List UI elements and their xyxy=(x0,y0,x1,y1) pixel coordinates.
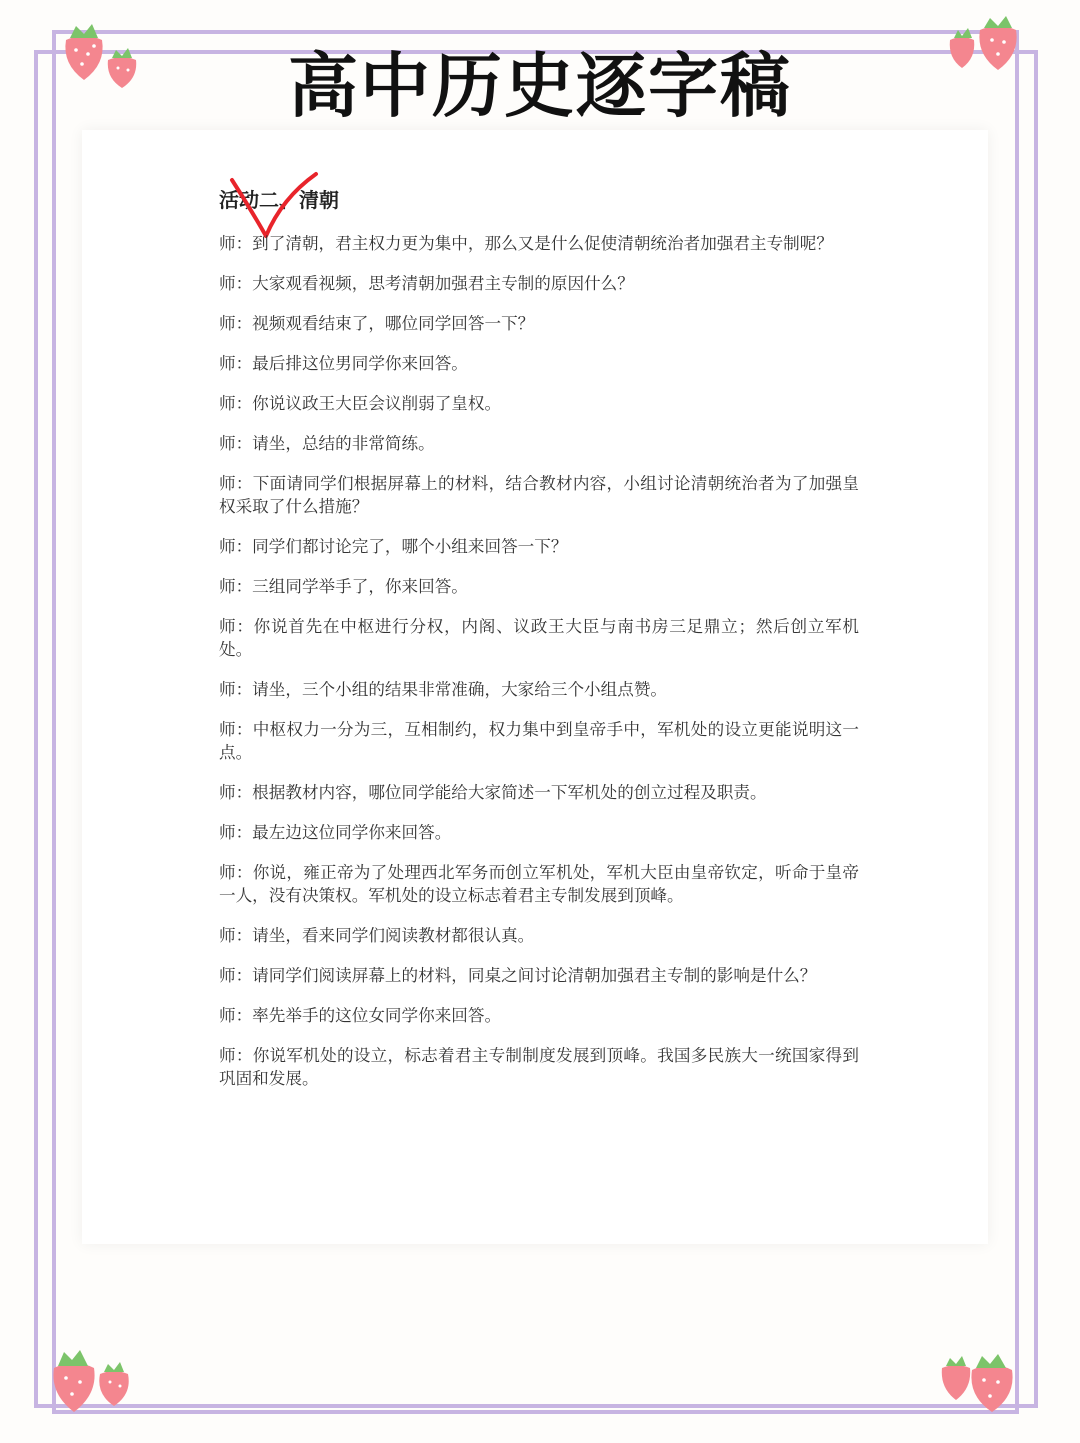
strawberry-icon xyxy=(940,1350,1020,1414)
transcript-line: 师：请坐，看来同学们阅读教材都很认真。 xyxy=(219,926,535,945)
strawberry-icon xyxy=(946,16,1026,76)
transcript-line: 师：最后排这位男同学你来回答。 xyxy=(219,354,468,373)
transcript-line: 师：你说军机处的设立，标志着君主专制制度发展到顶峰。我国多民族大一统国家得到巩固和发展。 xyxy=(219,1046,859,1088)
transcript-line: 师：你说议政王大臣会议削弱了皇权。 xyxy=(219,394,502,413)
strawberry-icon xyxy=(56,18,146,88)
transcript-line: 师：请坐，总结的非常简练。 xyxy=(219,434,435,453)
transcript-line: 师：到了清朝，君主权力更为集中，那么又是什么促使清朝统治者加强君主专制呢？ xyxy=(219,234,833,253)
transcript-line: 师：同学们都讨论完了，哪个小组来回答一下？ xyxy=(219,537,568,556)
transcript-line: 师：你说首先在中枢进行分权，内阁、议政王大臣与南书房三足鼎立；然后创立军机处。 xyxy=(219,617,859,659)
transcript-line: 师：率先举手的这位女同学你来回答。 xyxy=(219,1006,502,1025)
section-heading: 活动二、清朝 xyxy=(219,188,339,212)
transcript-line: 师：你说，雍正帝为了处理西北军务而创立军机处，军机大臣由皇帝钦定，听命于皇帝一人，没有决策权。军机处的设立标志着君主专制发展到顶峰。 xyxy=(219,863,859,905)
transcript-line: 师：根据教材内容，哪位同学能给大家简述一下军机处的创立过程及职责。 xyxy=(219,783,767,802)
transcript-line: 师：最左边这位同学你来回答。 xyxy=(219,823,452,842)
page-title: 高中历史逐字稿 xyxy=(288,45,792,127)
strawberry-icon xyxy=(50,1346,140,1416)
transcript-line: 师：下面请同学们根据屏幕上的材料，结合教材内容，小组讨论清朝统治者为了加强皇权采取了什么措施？ xyxy=(219,474,859,516)
transcript xyxy=(219,232,859,1107)
transcript-line: 师：请同学们阅读屏幕上的材料，同桌之间讨论清朝加强君主专制的影响是什么？ xyxy=(219,966,817,985)
transcript-line: 师：中枢权力一分为三，互相制约，权力集中到皇帝手中，军机处的设立更能说明这一点。 xyxy=(219,720,859,762)
transcript-line: 师：大家观看视频，思考清朝加强君主专制的原因什么？ xyxy=(219,274,634,293)
transcript-line: 师：请坐，三个小组的结果非常准确，大家给三个小组点赞。 xyxy=(219,680,668,699)
transcript-line: 师：三组同学举手了，你来回答。 xyxy=(219,577,468,596)
transcript-line: 师：视频观看结束了，哪位同学回答一下？ xyxy=(219,314,535,333)
